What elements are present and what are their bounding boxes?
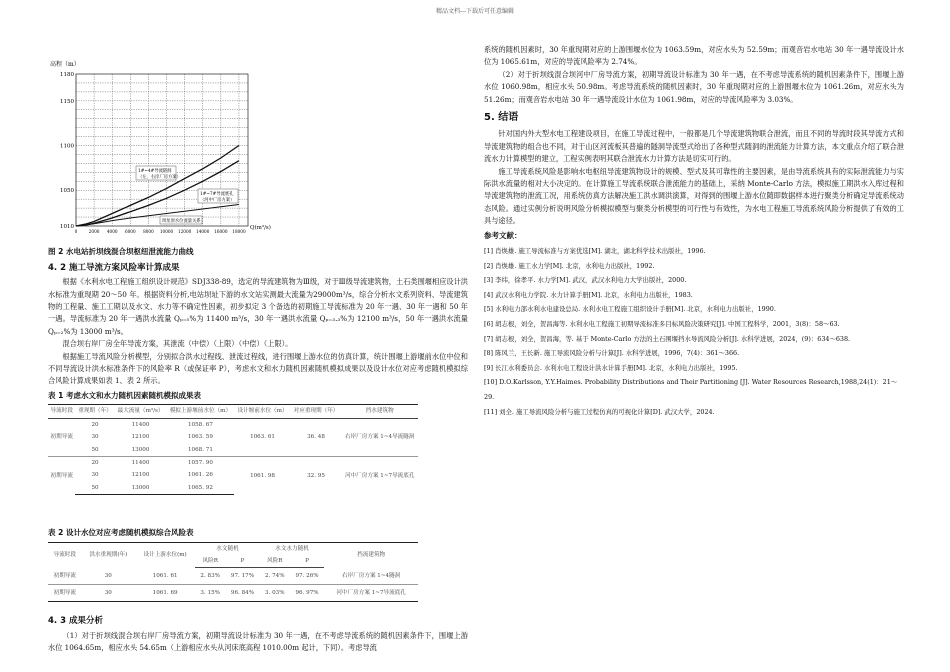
discharge-capacity-chart xyxy=(48,44,278,240)
table-cell: 右岸厂房方案 1~4导流隧洞 xyxy=(341,418,418,456)
table-cell: 96. 84% xyxy=(225,585,260,602)
table-cell: 3. 15% xyxy=(195,585,225,602)
table-header-cell: 风险R xyxy=(195,555,225,568)
table-cell: 右岸厂房方案 1~4隧洞 xyxy=(341,572,401,579)
x-tick-label: 18000 xyxy=(232,229,246,234)
section-heading-5: 5. 结语 xyxy=(484,112,519,124)
figure-caption: 图 2 水电站折坝线混合坝枢纽泄流能力曲线 xyxy=(48,247,194,257)
y-axis-label: 高程（m） xyxy=(50,61,80,68)
table-cell: 河中厂房方案 1~7导流底孔 xyxy=(341,456,418,494)
table-header-cell: 重现期（年） xyxy=(75,405,114,418)
table-header-cell: 风险R xyxy=(260,555,290,568)
table-cell: 32. 95 xyxy=(291,456,342,494)
table-cell: 30 xyxy=(91,434,99,441)
reference-item: [8] 陈风兰，王长新. 施工导流风险分析与计算[J]. 水科学进展，1996，7(4)：361～366. xyxy=(484,349,740,358)
series-line xyxy=(76,205,239,227)
left-column xyxy=(48,44,468,655)
x-tick-label: 0 xyxy=(74,229,78,234)
x-tick-label: 6000 xyxy=(124,229,136,234)
paragraph: （2）对于折坝线混合坝河中厂房导流方案，初期导流设计标准为 30 年一遇，在不考虑导流系统的随机因素条件下，围堰上游水位 1060.98m，相应水头 50.98m。考虑导流系统的随机因素时，30 年重现期对应的上游围堰水位为 1061.26m，对应水头为 51.26m；而观音岩水电站 30 年一遇导流设计水位为 1061.98m，对应的导流风险率为 3.03%。 xyxy=(484,69,904,104)
table-header-cell: 水文水力随机 xyxy=(260,542,325,555)
table-cell: 2. 83% xyxy=(200,573,220,580)
series-line xyxy=(76,146,239,227)
table-cell: 20 xyxy=(75,418,114,431)
table-1-caption: 表 1 考虑水文和水力随机因素随机模拟成果表 xyxy=(48,390,201,400)
paragraph: 根据施工导流风险分析模型，分别拟合洪水过程线、泄流过程线，进行围堰上游水位的仿真计算，统计围堰上游堰前水位中位和不同导流设计洪水标准条件下的风险率 R（或保证率 P），考虑水文和水力随机因素随机模拟成果以及设计水位对应考虑随机模拟综合风险计算成果如表 1、表 2 所示。 xyxy=(48,351,468,386)
table-cell: 96. 97% xyxy=(290,585,325,602)
paragraph: 系统的随机因素时，30 年重现期对应的上游围堰水位为 1063.59m，对应水头为 52.59m；而观音岩水电站 30 年一遇导流设计水位为 1065.61m，对应的导流风险率为 2.74%。 xyxy=(484,45,904,67)
table-cell: 3. 03% xyxy=(260,585,290,602)
table-cell: 50 xyxy=(75,482,114,495)
x-tick-label: 12000 xyxy=(177,229,192,234)
table-header-cell: 设计上游水位(m) xyxy=(135,542,195,568)
x-tick-label: 2000 xyxy=(88,229,100,234)
x-tick-label: 10000 xyxy=(159,229,174,234)
table-2 xyxy=(48,542,418,603)
table-row xyxy=(48,568,418,585)
table-cell: 13000 xyxy=(131,446,150,453)
paragraph: 施工导流系统风险是影响水电枢纽导流建筑物设计的规模、型式及其可靠性的主要因素，是由导流系统具有的实际泄流能力与实际洪水流量的相对大小决定的。在计算施工导流系统联合泄流能力的基础上，采纳 Monte-Carlo 方法，模拟施工期洪水入库过程和导流建筑物的泄流工况，用系统仿真方法解决施工洪水调洪演算，对得到的围堰上游水位随即数据样本进行聚类分析确定导流系统动态风险。通过实例分析说明风险分析模拟模型与聚类分析模型的可行性与有效性，为水电工程施工导流系统风险分析提供了有效的工具与途径。 xyxy=(484,166,904,226)
table-cell: 初期导流 xyxy=(53,572,76,579)
table-header-cell: 导流时段 xyxy=(48,405,75,418)
page-header: 精品文档---下载后可任意编辑 xyxy=(435,8,515,15)
annotation-label: 坝址原水位流量关系 xyxy=(162,219,201,224)
table-cell: 30 xyxy=(104,572,112,579)
section-heading-4-3: 4. 3 成果分析 xyxy=(48,616,103,627)
table-cell: 1061. 69 xyxy=(135,585,195,602)
table-cell: 河中厂房方案 1~7导流底孔 xyxy=(324,585,418,602)
paragraph: 混合坝右岸厂房全年导流方案，其泄流（中偿）（上限）（中偿）（上限）。 xyxy=(62,339,293,349)
table-header-cell: 挡流建筑物 xyxy=(324,542,418,568)
annotation-label: （左、右岸厂房方案） xyxy=(138,175,181,180)
reference-item: [4] 武汉水利电力学院. 水力计算手册[M]. 北京，水利电力出版社，1983. xyxy=(484,290,693,299)
reference-item: [1] 肖焕雄. 施工导流标准与方案优选[M]. 湖北，湖北科学技术出版社，1996. xyxy=(484,247,706,256)
table-header-cell: 水文随机 xyxy=(195,542,260,555)
table-cell: 初期导流 xyxy=(48,585,82,602)
table-cell: 1058. 67 xyxy=(166,418,234,431)
reference-item: [3] 李纬，徐孝平. 水力学[M]. 武汉，武汉水利电力大学出版社，2000. xyxy=(484,276,687,285)
reference-item: [2] 肖焕雄. 施工水力学[M]. 北京，水利电力出版社，1992. xyxy=(484,261,655,270)
table-header-cell: 最大流量（m³/s） xyxy=(115,405,167,418)
table-header-cell: 挡水建筑物 xyxy=(341,405,418,418)
y-tick-label: 1010 xyxy=(60,224,74,230)
table-row xyxy=(48,585,418,602)
reference-item: [11] 刘全. 施工导流风险分析与施工过程仿真的可视化计算[D]. 武汉大学，2024. xyxy=(484,407,715,416)
reference-item: [10] D.O.Karlsson, Y.Y.Haimes. Probability Distributions and Their Partitioning [J]. Water Resources Research,1988,24(1)：21～29. xyxy=(484,378,898,402)
paragraph: 针对国内外大型水电工程建设项目，在施工导流过程中，一般都是几个导流建筑物联合泄流，而且不同的导流时段其导流方式和导流建筑物的组合也不同，对于山区河流板其普遍的隧洞导流型式给出了各种型式随洞的泄流能力计算方法，本文重点介绍了联合泄流水力计算模型的建立，工程实例表明其联合泄流水力计算方法是切实可行的。 xyxy=(484,129,904,164)
table-header-cell: 对应重现期（年） xyxy=(291,405,342,418)
reference-item: [5] 水利电力部水利水电建设总局. 水利水电工程施工组织设计手册[M]. 北京，水利电力出版社，1990. xyxy=(484,305,776,314)
table-header-cell: P xyxy=(290,555,325,568)
paragraph: （1）对于折坝线混合坝右岸厂房导流方案，初期导流设计标准为 30 年一遇，在不考虑导流系统的随机因素条件下，围堰上游水位 1064.65m，相应水头 54.65m（上游相应水头从河床底高程 1010.00m 起计，下同）。考虑导流 xyxy=(48,630,468,653)
y-tick-label: 1180 xyxy=(60,72,74,78)
table-cell: 1065. 92 xyxy=(166,482,234,495)
reference-item: [7] 胡志根，刘全，贺昌海，等. 基于 Monte-Carlo 方法的土石围堰挡水导流风险分析[J]. 水科学进展，2024，(9)：634～638. xyxy=(484,334,851,343)
paragraph: 根据《水利水电工程施工组织设计规范》SDJ338-89，选定的导流建筑物为Ⅲ级，对于Ⅲ级导流建筑物，土石类围堰相应设计洪水标准为重现期 20～50 年。根据资料分析,电站坝址下游的水文站实测最大流量为29000m³/s，综合分析水文系列资料、导流建筑物的工程量、施工工期以及水文、水力等不确定性因素，初步拟定 3 个备选的初期施工导流标准为 20 年一遇、30 年一遇和 50 年一遇。导流标准为 20 年一遇洪水流量 Qₚ₌₅%为 11400 m³/s，30 年一遇洪水流量 Qₚ₌₃.₃%为 12100 m³/s，50 年一遇洪水流量 Qₚ₌₂%为 13000 m³/s。 xyxy=(48,277,468,336)
table-cell: 1068. 71 xyxy=(187,446,213,453)
table-cell: 20 xyxy=(75,456,114,469)
table-cell: 2. 74% xyxy=(264,573,285,580)
annotation-label: 1#~4#导流隧洞 xyxy=(138,169,172,174)
reference-item: [9] 长江水利委员会. 水利水电工程设计洪水计算手册[M]. 北京，水利电力出版社，1995. xyxy=(484,363,738,372)
annotation-label: （河中厂房方案） xyxy=(200,198,235,203)
table-cell: 1057. 90 xyxy=(166,456,234,469)
table-cell: 初期导流 xyxy=(48,418,75,456)
table-cell: 30 xyxy=(91,472,99,479)
reference-list xyxy=(484,244,904,419)
reference-item: [6] 胡志根，刘全，贺昌海等. 水利水电工程施工初期导流标准多目标风险决策研究[J]. 中国工程科学，2001，3(8)：58～63. xyxy=(484,320,840,329)
table-cell: 11400 xyxy=(115,456,167,469)
table-cell: 1061. 61 xyxy=(152,572,178,579)
table-header-cell: P xyxy=(225,555,260,568)
table-cell: 1061. 98 xyxy=(234,456,290,494)
table-row xyxy=(48,418,418,431)
x-axis-label: Q(m³/s) xyxy=(250,225,271,231)
annotation-label: 1#~7#导流底孔 xyxy=(200,192,234,197)
table-row xyxy=(48,456,418,469)
table-cell: 12100 xyxy=(131,472,150,479)
x-tick-label: 16000 xyxy=(214,229,228,234)
table-cell: 30 xyxy=(82,585,135,602)
table-cell: 1063. 61 xyxy=(234,418,290,456)
references-title: 参考文献： xyxy=(484,230,522,240)
table-cell: 初期导流 xyxy=(48,456,75,494)
table-cell: 36. 48 xyxy=(291,418,342,456)
table-2-caption: 表 2 设计水位对应考虑随机模拟综合风险表 xyxy=(48,528,194,538)
x-tick-label: 4000 xyxy=(106,229,118,234)
table-cell: 50 xyxy=(91,446,99,453)
y-tick-label: 1150 xyxy=(60,98,74,105)
right-column xyxy=(484,44,904,419)
x-tick-label: 8000 xyxy=(143,229,154,234)
section-heading-4-2: 4. 2 施工导流方案风险率计算成果 xyxy=(48,262,180,273)
table-cell: 1061. 26 xyxy=(187,472,213,479)
table-header-cell: 模拟上游堰前水位（m） xyxy=(166,405,234,418)
table-cell: 12100 xyxy=(131,434,150,441)
table-cell: 97. 17% xyxy=(230,573,255,580)
table-cell: 1063. 59 xyxy=(187,434,213,441)
y-tick-label: 1050 xyxy=(60,188,74,195)
table-header-cell: 导流时段 xyxy=(48,542,82,568)
table-cell: 13000 xyxy=(115,482,167,495)
table-header-cell: 设计堰前水位（m） xyxy=(234,405,290,418)
y-tick-label: 1100 xyxy=(60,143,74,150)
table-cell: 97. 26% xyxy=(295,573,319,580)
table-header-cell: 洪水重现期(年) xyxy=(82,542,135,568)
table-1 xyxy=(48,404,418,495)
x-tick-label: 14000 xyxy=(196,229,210,234)
table-cell: 11400 xyxy=(115,418,167,431)
